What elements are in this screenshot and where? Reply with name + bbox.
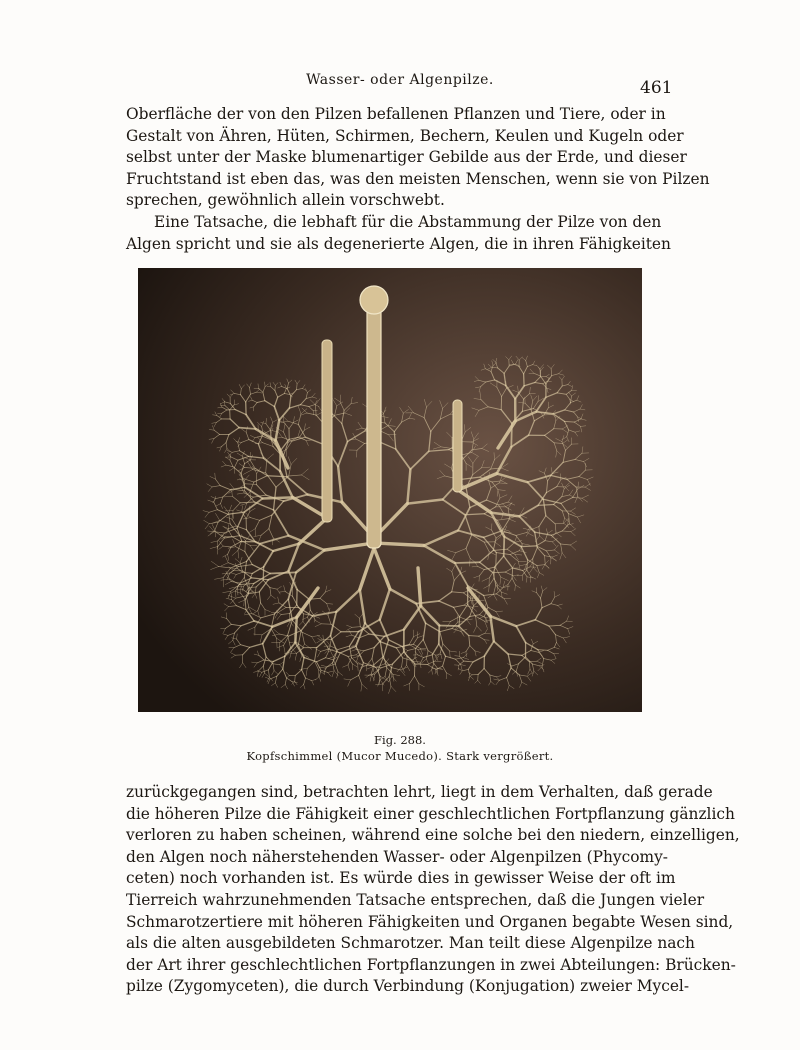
hypha-segment [504,537,505,556]
paragraph-bottom [126,782,740,998]
hypha-segment [439,626,440,645]
hypha-segment [538,505,554,506]
hypha-segment [538,650,548,651]
text-line: pilze (Zygomyceten), die durch Verbindung (Konjugation) zweier Mycel- [126,977,690,996]
hypha-segment [295,617,297,642]
running-title: Wasser- oder Algenpilze. [306,72,494,88]
text-line: Schmarotzertiere mit höheren Fähigkeiten und Organen begabte Wesen sind, [126,912,734,931]
text-line: verloren zu haben scheinen, während eine solche bei den niedern, einzelligen, [126,826,740,845]
mold-drawing [138,268,642,712]
hypha-segment [263,497,293,498]
figure-number: Fig. 288. [374,733,426,747]
hypha-segment [455,562,480,563]
sporangiophore-tall [367,308,381,548]
hypha-segment [512,568,513,578]
figure-caption: Kopfschimmel (Mucor Mucedo). Stark vergrößert. [246,749,554,763]
text-line: selbst unter der Maske blumenartiger Gebilde aus der Erde, und dieser [126,148,687,167]
text-line: Fruchtstand ist eben das, was den meisten Menschen, wenn sie von Pilzen [126,169,710,188]
hypha-segment [270,572,296,573]
text-line: zurückgegangen sind, betrachten lehrt, liegt in dem Verhalten, daß gerade [126,783,713,801]
text-line: den Algen noch näherstehenden Wasser- oder Algenpilzen (Phycomy- [126,847,668,866]
text-line: als die alten ausgebildeten Schmarotzer. Man teilt diese Algenpilze nach [126,934,695,953]
mucor-illustration [138,268,642,712]
hypha-segment [521,546,536,547]
text-line: Tierreich wahrzunehmenden Tatsache entsprechen, daß die Jungen vieler [126,890,705,909]
sporangiophore-right [453,400,462,492]
text-line: Eine Tatsache, die lebhaft für die Abstammung der Pilze von den [154,212,662,231]
hypha-segment [469,636,479,637]
sporangium-head [360,286,388,314]
hypha-segment [415,664,427,665]
text-line: Algen spricht und sie als degenerierte Algen, die in ihren Fähigkeiten [126,234,671,253]
hypha-segment [524,374,525,386]
sporangiophore-left [322,340,332,522]
text-line: ceten) noch vorhanden ist. Es würde dies in gewisser Weise der oft im [126,869,676,888]
text-line: die höheren Pilze die Fähigkeit einer geschlechtlichen Fortpflanzung gänzlich [126,804,735,823]
text-line: sprechen, gewöhnlich allein vorschwebt. [126,191,445,210]
text-line: Oberfläche der von den Pilzen befallenen Pflanzen und Tiere, oder in [126,105,666,123]
text-line: Gestalt von Ähren, Hüten, Schirmen, Bechern, Keulen und Kugeln oder [126,126,684,145]
page-number: 461 [640,78,673,98]
hypha-segment [493,572,505,573]
paragraph-top [126,104,710,255]
hypha-segment [496,553,497,568]
hypha-segment [245,600,246,610]
text-line: der Art ihrer geschlechtlichen Fortpflanzungen in zwei Abteilungen: Brücken- [126,955,736,974]
hypha-segment [439,626,458,627]
